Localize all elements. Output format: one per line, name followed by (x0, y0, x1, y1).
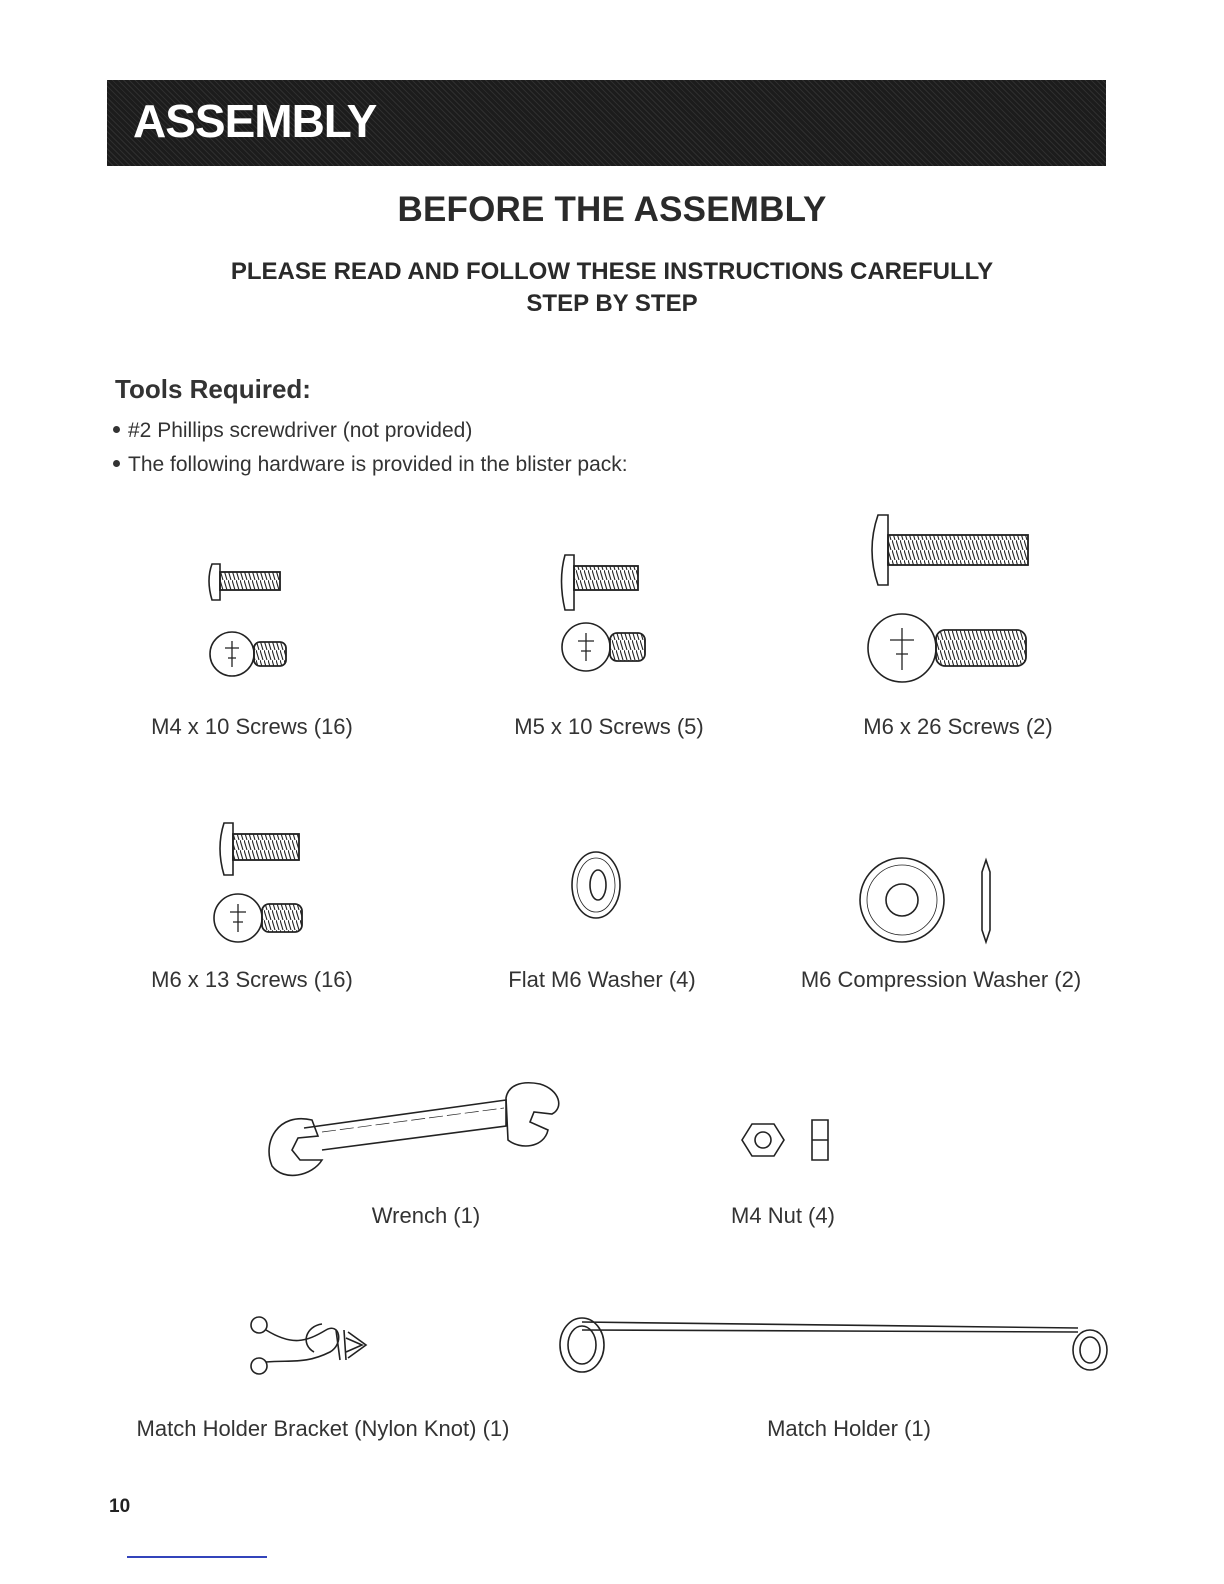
page-title: BEFORE THE ASSEMBLY (397, 190, 827, 229)
wrench-icon (269, 1083, 559, 1176)
hardware-label: Wrench (1) (371, 1203, 481, 1228)
footer-divider (127, 1556, 267, 1558)
compression-washer-icon (860, 858, 990, 942)
match-holder-icon (560, 1318, 1107, 1372)
page-number: 10 (109, 1496, 131, 1517)
hardware-label: Flat M6 Washer (4) (508, 967, 696, 992)
hardware-label: M6 x 26 Screws (2) (863, 714, 1053, 739)
tool-text: The following hardware is provided in the blister pack: (128, 453, 628, 476)
hardware-label: Match Holder Bracket (Nylon Knot) (1) (136, 1416, 510, 1441)
tools-required-title: Tools Required: (115, 374, 311, 404)
nut-icon (742, 1120, 828, 1160)
hardware-label: Match Holder (1) (767, 1416, 931, 1441)
hardware-label: M4 x 10 Screws (16) (151, 714, 353, 739)
m4-screw-icon (209, 564, 286, 676)
m6-screw-icon (214, 823, 302, 942)
hardware-label: M6 Compression Washer (2) (800, 967, 1082, 992)
tool-text: #2 Phillips screwdriver (not provided) (128, 419, 473, 442)
instructions-line-2: STEP BY STEP (526, 290, 698, 317)
flat-washer-icon (572, 852, 620, 918)
banner-title: ASSEMBLY (133, 95, 377, 147)
hardware-label: M5 x 10 Screws (5) (514, 714, 704, 739)
instructions-line-1: PLEASE READ AND FOLLOW THESE INSTRUCTIONS CAREFULLY (230, 258, 994, 285)
m6-long-screw-icon (868, 515, 1028, 682)
hardware-label: M6 x 13 Screws (16) (151, 967, 353, 992)
m5-screw-icon (562, 555, 646, 671)
nylon-knot-icon (251, 1317, 366, 1374)
hardware-label: M4 Nut (4) (731, 1203, 835, 1228)
